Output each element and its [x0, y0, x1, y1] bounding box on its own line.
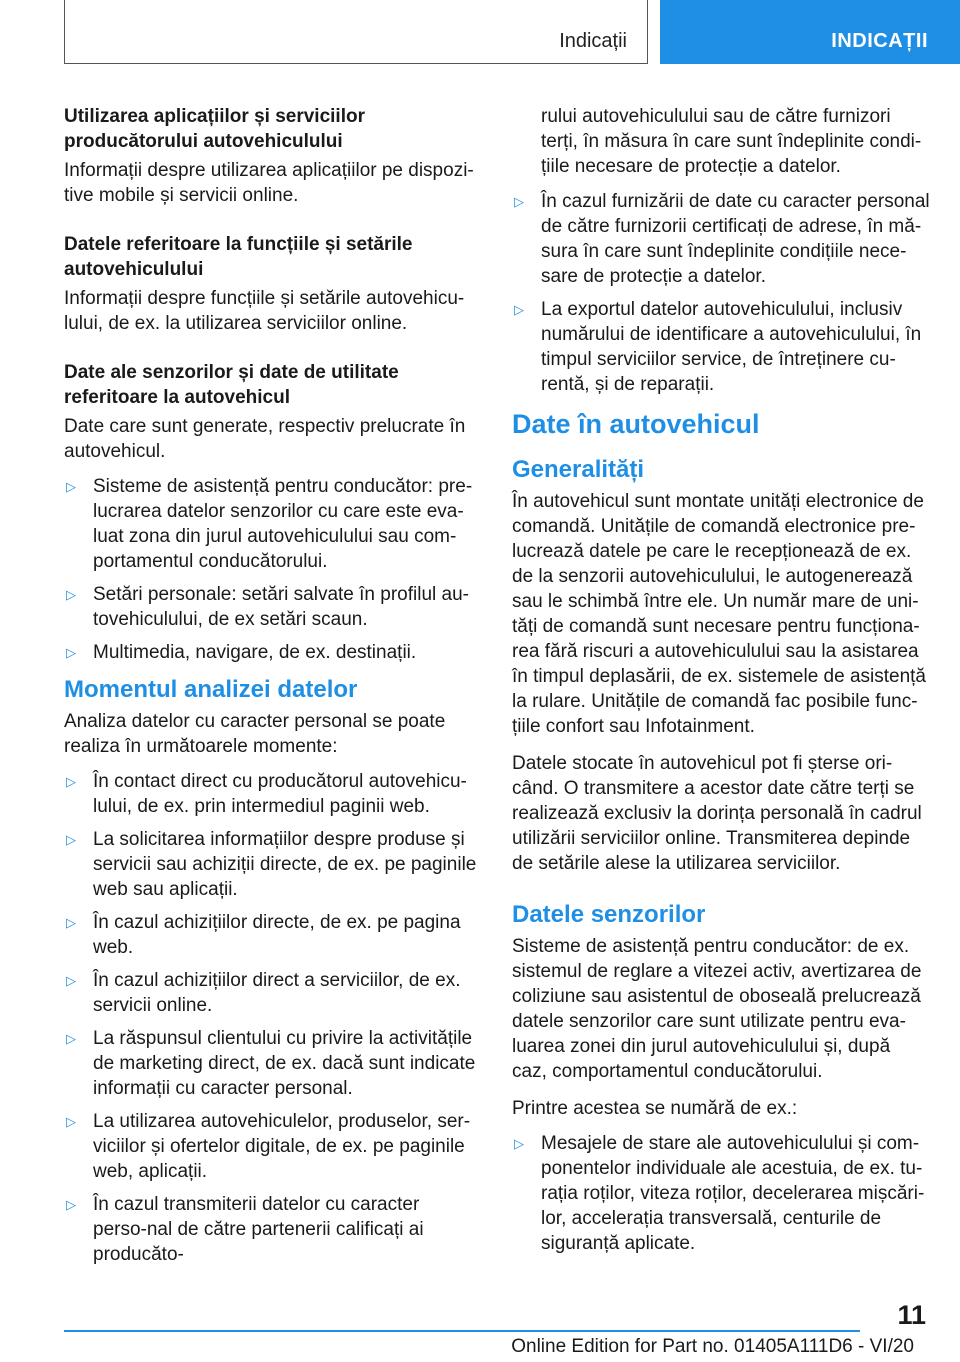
paragraph: Informații despre funcțiile și setările autovehicu‐lului, de ex. la utilizarea serviciilor online.	[64, 288, 465, 334]
heading-moment-analysis: Momentul analizei datelor	[64, 676, 358, 703]
header-chapter-tab	[660, 0, 960, 64]
header-section-label: Indicații	[559, 30, 627, 52]
list-item: ▷ La utilizarea autovehiculelor, produselor, ser‐viciilor și ofertelor digitale, de ex. pe paginile web, aplicații.	[66, 1111, 471, 1182]
paragraph: Sisteme de asistență pentru conducător: de ex. sistemul de reglare a vitezei activ, avertizarea de coliziune sau asistentul de oboseală prelucrează datele senzorilor care sunt utilizate pentru eva‐luarea zonei din jurul autovehiculului și, după caz, comportamentul conducătorului.	[512, 936, 922, 1082]
section-title: Utilizarea aplicațiilor și serviciilor producătorului autovehiculului	[64, 106, 365, 152]
list-item: ▷ La exportul datelor autovehiculului, inclusiv numărului de identificare a autovehiculului, în timpul serviciilor service, de întreținere cu‐rentă, și de reparații.	[514, 299, 922, 395]
triangle-bullet-icon: ▷	[66, 973, 76, 988]
paragraph: Printre acestea se numără de ex.:	[512, 1098, 798, 1119]
paragraph: Analiza datelor cu caracter personal se poate realiza în următoarele momente:	[64, 711, 446, 757]
triangle-bullet-icon: ▷	[514, 1136, 524, 1151]
section-title: Datele referitoare la funcțiile și setările autovehiculului	[64, 234, 413, 280]
page-number: 11	[897, 1300, 926, 1330]
triangle-bullet-icon: ▷	[66, 774, 76, 789]
list-item: ▷ Sisteme de asistență pentru conducător: pre‐lucrarea datelor senzorilor cu care este eva‐luat zona din jurul autovehiculului sau com‐portamentul conducătorului.	[66, 476, 473, 572]
triangle-bullet-icon: ▷	[514, 302, 524, 317]
heading-data-in-vehicle: Date în autovehicul	[512, 409, 760, 439]
list-item-continuation: rului autovehiculului sau de către furnizori terți, în măsura în care sunt îndeplinite condi‐țiile necesare de protecție a datelor.	[541, 106, 922, 177]
list-item: ▷ În contact direct cu producătorul autovehicu‐lului, de ex. prin intermediul paginii web.	[66, 771, 467, 817]
header-chapter-label: INDICAȚII	[831, 30, 928, 52]
triangle-bullet-icon: ▷	[66, 1114, 76, 1129]
triangle-bullet-icon: ▷	[66, 915, 76, 930]
list-item: ▷ Setări personale: setări salvate în profilul au‐tovehiculului, de ex setări scaun.	[66, 584, 469, 630]
triangle-bullet-icon: ▷	[514, 194, 524, 209]
bullet-list	[512, 1131, 930, 1256]
paragraph: Date care sunt generate, respectiv prelucrate în autovehicul.	[64, 416, 466, 462]
list-item: ▷ La solicitarea informațiilor despre produse și servicii sau achiziții directe, de ex. pe paginile web sau aplicații.	[66, 829, 477, 900]
left-column	[64, 104, 478, 1277]
list-item: ▷ În cazul furnizării de date cu caracter personal de către furnizorii certificați de adrese, în mă‐sura în care sunt îndeplinite condițiile nece‐sare de protecție a datelor.	[514, 191, 930, 287]
bullet-list	[512, 189, 930, 397]
triangle-bullet-icon: ▷	[66, 1197, 76, 1212]
heading-generalities: Generalități	[512, 456, 645, 483]
header-frame	[64, 0, 648, 64]
list-item: ▷ În cazul transmiterii datelor cu caracter perso‐nal de către partenerii calificați ai producăto‐	[66, 1194, 424, 1265]
bullet-list	[64, 474, 478, 665]
triangle-bullet-icon: ▷	[66, 1031, 76, 1046]
list-item: ▷ Multimedia, navigare, de ex. destinații.	[66, 642, 417, 663]
paragraph: Informații despre utilizarea aplicațiilor pe dispozi‐tive mobile și servicii online.	[64, 160, 474, 206]
list-item: ▷ Mesajele de stare ale autovehiculului și com‐ponentelor individuale ale acestuia, de ex. tu‐rația roților, viteza roților, decelerarea mișcări‐lor, accelerația transversală, centurile de siguranță aplicate.	[514, 1133, 925, 1254]
triangle-bullet-icon: ▷	[66, 832, 76, 847]
triangle-bullet-icon: ▷	[66, 479, 76, 494]
heading-sensor-data: Datele senzorilor	[512, 901, 706, 928]
triangle-bullet-icon: ▷	[66, 645, 76, 660]
footer-edition-text: Online Edition for Part no. 01405A111D6 - VI/20	[511, 1336, 914, 1357]
list-item: ▷ La răspunsul clientului cu privire la activitățile de marketing direct, de ex. dacă sunt indicate informații cu caracter personal.	[66, 1028, 476, 1099]
paragraph: În autovehicul sunt montate unități electronice de comandă. Unitățile de comandă electronice pre‐lucrează datele pe care le recepționează de ex. de la senzorii autovehiculului, le autogenerează sau le schimbă între ele. Un număr mare de uni‐tăți de comandă sunt necesare pentru funcționa‐rea fără riscuri a autovehiculului sau la asistarea în timpul deplasării, de ex. sistemele de asistență la rulare. Unitățile de comandă fac posibile func‐țiile confort sau Infotainment.	[512, 491, 926, 737]
footer-divider	[64, 1330, 860, 1332]
section-title: Date ale senzorilor și date de utilitate referitoare la autovehicul	[64, 362, 399, 408]
bullet-list	[64, 769, 478, 1267]
list-item: ▷ În cazul achizițiilor direct a serviciilor, de ex. servicii online.	[66, 970, 461, 1016]
right-column	[512, 104, 930, 1266]
list-item: ▷ În cazul achizițiilor directe, de ex. pe pagina web.	[66, 912, 461, 958]
triangle-bullet-icon: ▷	[66, 587, 76, 602]
paragraph: Datele stocate în autovehicul pot fi șterse ori‐când. O transmitere a acestor date către terți se realizează exclusiv la dorința personală în cadrul utilizării serviciilor online. Transmiterea depinde de setările alese la utilizarea serviciilor.	[512, 753, 922, 874]
